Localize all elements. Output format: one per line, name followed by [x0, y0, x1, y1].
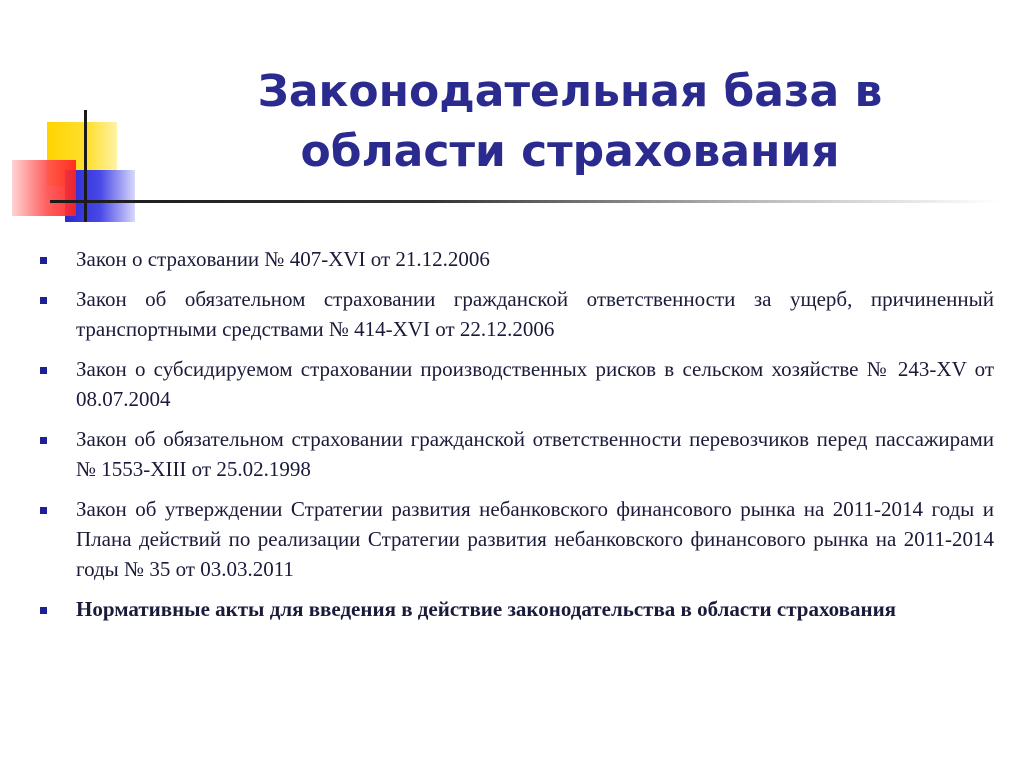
square-bullet-icon: [40, 437, 47, 444]
list-item: [38, 594, 994, 624]
list-item: [38, 244, 994, 274]
list-item: [38, 494, 994, 584]
title-line-1: Законодательная база в: [257, 66, 883, 117]
page-title: [190, 62, 950, 182]
list-item: [38, 424, 994, 484]
square-bullet-icon: [40, 257, 47, 264]
list-item-text: Закон об обязательном страховании гражданской ответственности за ущерб, причиненный транспортными средствами № 414-XVI от 22.12.2006: [76, 287, 994, 341]
title-underline: [50, 200, 1000, 203]
law-list: [38, 244, 994, 634]
list-item: [38, 284, 994, 344]
list-item-text: Закон об утверждении Стратегии развития небанковского финансового рынка на 2011-2014 годы и Плана действий по реализации Стратегии развития небанковского финансового рынка на 2011-2014 годы № 35 от 03.03.2011: [76, 497, 994, 581]
square-bullet-icon: [40, 297, 47, 304]
square-bullet-icon: [40, 367, 47, 374]
list-item: [38, 354, 994, 414]
square-bullet-icon: [40, 607, 47, 614]
square-bullet-icon: [40, 507, 47, 514]
logo-vertical-line: [84, 110, 87, 222]
list-item-text: Закон о страховании № 407-XVI от 21.12.2006: [76, 247, 490, 271]
list-item-text: Закон об обязательном страховании гражданской ответственности перевозчиков перед пассажирами № 1553-XIII от 25.02.1998: [76, 427, 994, 481]
list-item-text: Нормативные акты для введения в действие законодательства в области страхования: [76, 597, 897, 621]
logo-red-square: [12, 160, 76, 216]
title-line-2: области страхования: [300, 126, 840, 177]
list-item-text: Закон о субсидируемом страховании производственных рисков в сельском хозяйстве № 243-XV от 08.07.2004: [76, 357, 994, 411]
